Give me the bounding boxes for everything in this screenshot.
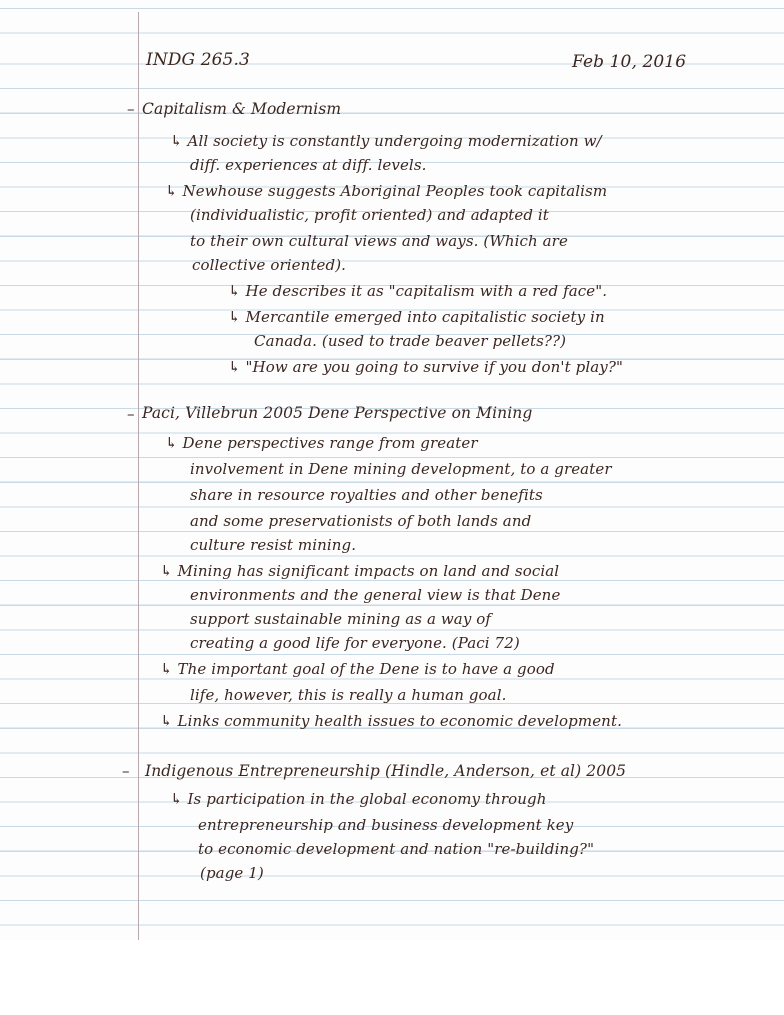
note-line: ↳ "How are you going to survive if you don't play?" <box>228 358 623 376</box>
note-line: involvement in Dene mining development, to a greater <box>190 460 612 478</box>
note-line: ↳ Mining has significant impacts on land and social <box>160 562 560 580</box>
section-dash: – <box>127 100 135 118</box>
note-line: to economic development and nation "re-building?" <box>198 840 595 858</box>
note-line: Canada. (used to trade beaver pellets??) <box>254 332 567 350</box>
section-heading: Capitalism & Modernism <box>142 100 342 118</box>
note-line: creating a good life for everyone. (Paci 72) <box>190 634 520 652</box>
note-line: collective oriented). <box>192 256 347 274</box>
note-line: ↳ Links community health issues to economic development. <box>160 712 622 730</box>
note-line: environments and the general view is that Dene <box>190 586 561 604</box>
note-line: ↳ The important goal of the Dene is to have a good <box>160 660 555 678</box>
note-line: life, however, this is really a human goal. <box>190 686 507 704</box>
note-line: share in resource royalties and other benefits <box>190 486 543 504</box>
course-code: INDG 265.3 <box>146 50 250 70</box>
note-line: ↳ Newhouse suggests Aboriginal Peoples took capitalism <box>165 182 608 200</box>
section-heading: Paci, Villebrun 2005 Dene Perspective on Mining <box>142 404 533 422</box>
section-heading: Indigenous Entrepreneurship (Hindle, Anderson, et al) 2005 <box>145 762 627 780</box>
note-line: (individualistic, profit oriented) and adapted it <box>190 206 549 224</box>
note-line: to their own cultural views and ways. (Which are <box>190 232 568 250</box>
section-dash: – <box>122 762 130 780</box>
date: Feb 10, 2016 <box>572 52 687 72</box>
page-bottom-blank <box>0 940 784 1015</box>
note-line: ↳ Dene perspectives range from greater <box>165 434 478 452</box>
note-line: ↳ Is participation in the global economy through <box>170 790 547 808</box>
note-line: ↳ He describes it as "capitalism with a red face". <box>228 282 608 300</box>
note-line: entrepreneurship and business development key <box>198 816 574 834</box>
note-line: culture resist mining. <box>190 536 357 554</box>
section-dash: – <box>127 405 135 423</box>
note-line: support sustainable mining as a way of <box>190 610 492 628</box>
note-line: and some preservationists of both lands and <box>190 512 532 530</box>
margin-line <box>138 12 139 942</box>
note-line: ↳ Mercantile emerged into capitalistic society in <box>228 308 605 326</box>
note-line: ↳ All society is constantly undergoing modernization w/ <box>170 132 602 150</box>
note-line: diff. experiences at diff. levels. <box>190 156 427 174</box>
note-line: (page 1) <box>200 864 264 882</box>
